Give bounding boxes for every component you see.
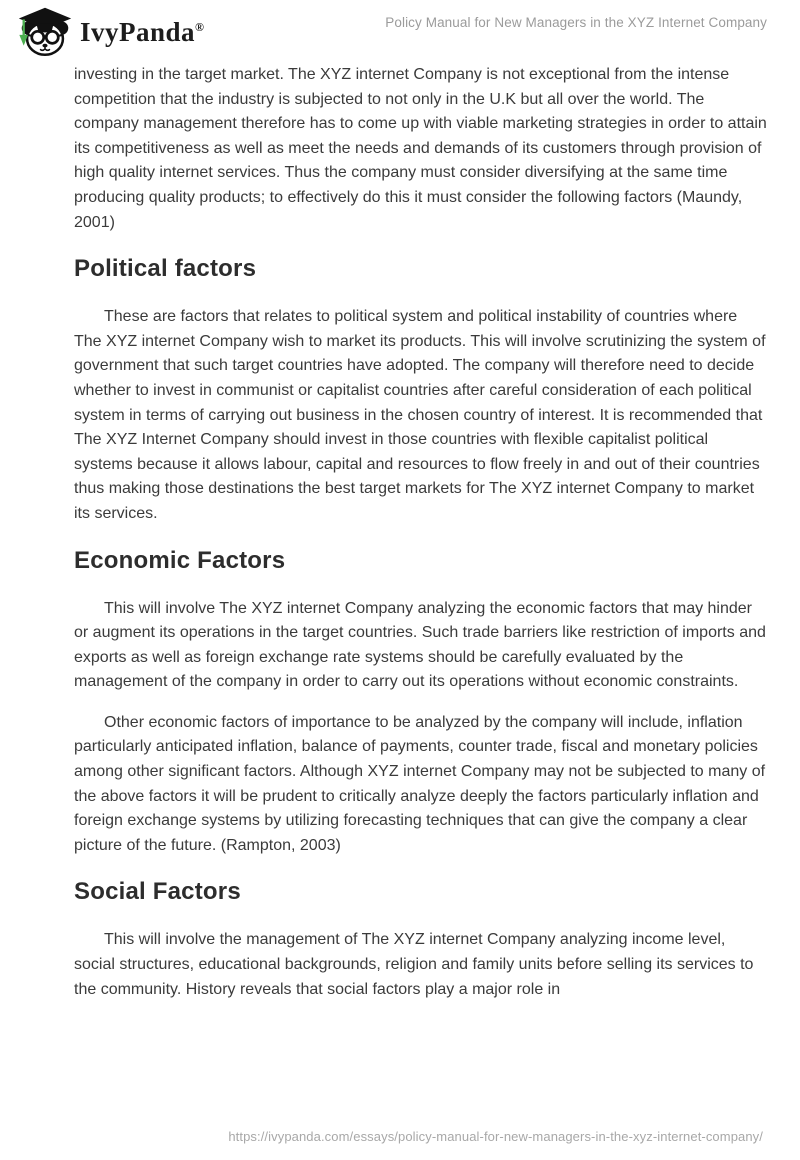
ivypanda-logo: [14, 6, 205, 58]
page-header: [0, 0, 800, 62]
section-heading-social-factors: Social Factors: [74, 878, 241, 906]
paragraph-political: These are factors that relates to political system and political instability of countries where The XYZ internet Company wish to market its products. This will involve scrutinizing the system of government that such target countries have adopted. The company will therefore need to decide whether to invest in communist or capitalist countries after careful consideration of each political system in terms of carrying out business in the chosen country of interest. It is recommended that The XYZ Internet Company should invest in those countries with flexible capitalist political systems because it allows labour, capital and resources to flow freely in and out of their countries thus making those destinations the best target markets for The XYZ internet Company to market its services.: [74, 308, 766, 522]
essay-content: [74, 63, 768, 1018]
panda-graduation-cap-icon: [14, 6, 76, 58]
document-title: Policy Manual for New Managers in the XYZ Internet Company: [385, 15, 767, 30]
registered-trademark: ®: [195, 19, 205, 34]
section-heading-political-factors: Political factors: [74, 255, 257, 283]
paragraph-social: This will involve the management of The XYZ internet Company analyzing income level, social structures, educational backgrounds, religion and family units before selling its services to the community. History reveals that social factors play a major role in: [74, 931, 754, 998]
section-heading-economic-factors: Economic Factors: [74, 546, 286, 574]
paragraph-economic-1: This will involve The XYZ internet Company analyzing the economic factors that may hinder or augment its operations in the target countries. Such trade barriers like restriction of imports and exports as well as foreign exchange rate systems should be carefully evaluated by the management of the company in order to carry out its operations without economic constraints.: [74, 599, 766, 691]
paragraph-economic-2: Other economic factors of importance to be analyzed by the company will include, inflation particularly anticipated inflation, balance of payments, counter trade, fiscal and monetary policies among other significant factors. Although XYZ internet Company may not be subjected to many of the above factors it will be prudent to critically analyze deeply the factors particularly inflation and foreign exchange systems by utilizing forecasting techniques that can give the company a clear picture of the future. (Rampton, 2003): [74, 713, 766, 854]
paragraph-intro: investing in the target market. The XYZ internet Company is not exceptional from the intense competition that the industry is subjected to not only in the U.K but all over the world. The company management therefore has to come up with viable marketing strategies in order to attain its competitiveness as well as meet the needs and demands of its customers through provision of high quality internet services. Thus the company must consider diversifying at the same time producing quality products; to effectively do this it must consider the following factors (Maundy, 2001): [74, 66, 767, 231]
source-url: https://ivypanda.com/essays/policy-manual-for-new-managers-in-the-xyz-internet-company/: [228, 1129, 763, 1144]
brand-wordmark: IvyPanda®: [80, 16, 205, 47]
